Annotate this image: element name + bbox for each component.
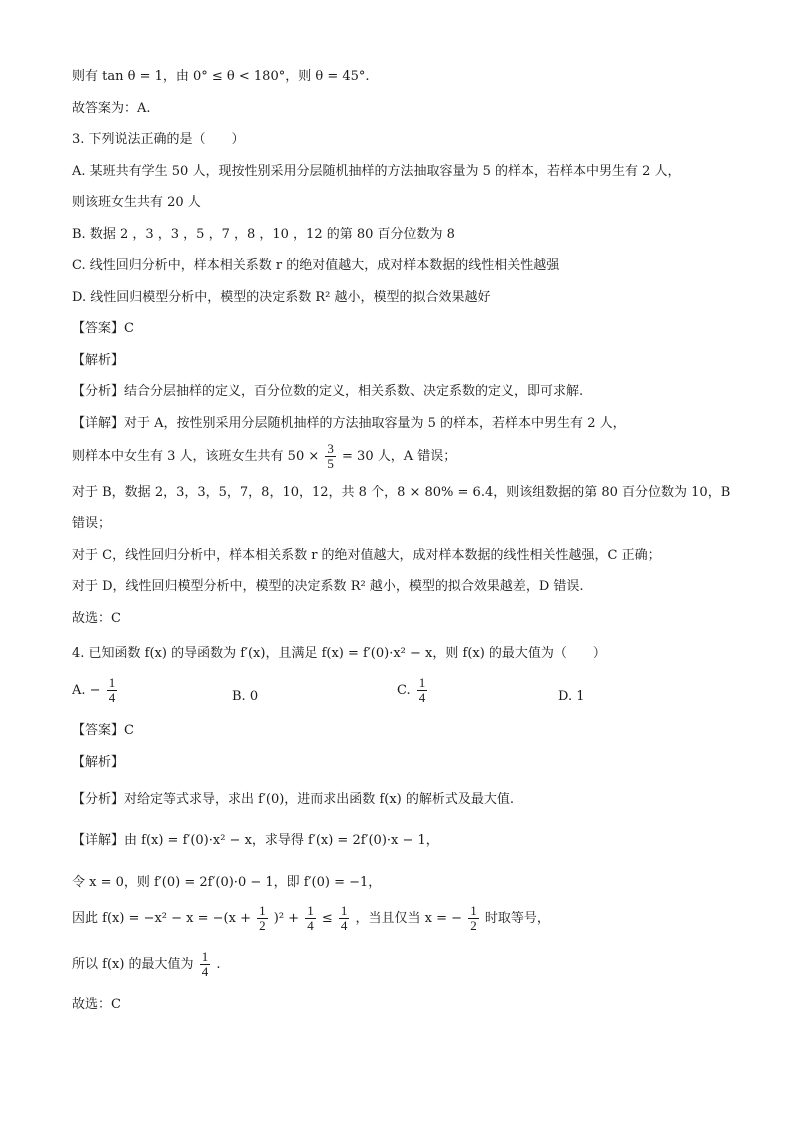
fraction: [325, 442, 336, 471]
analysis-summary: 【分析】对给定等式求导，求出 f′(0)，进而求出函数 f(x) 的解析式及最大值.: [72, 792, 514, 807]
text-segment: 因此 f(x) = −x² − x = −(x +: [72, 911, 251, 926]
denominator: 4: [340, 918, 348, 933]
text-segment: ≤: [321, 911, 333, 926]
text-segment: 则样本中女生有 3 人，该班女生共有 50 ×: [72, 449, 320, 464]
analysis-label: 【解析】: [72, 755, 125, 770]
denominator: 4: [108, 690, 116, 705]
option-label: A. −: [72, 683, 101, 698]
option-c: [397, 676, 429, 705]
detail-line-with-fraction: [72, 950, 220, 979]
analysis-label: 【解析】: [72, 353, 125, 368]
option-a: [72, 676, 119, 705]
detail-line: 【详解】对于 A，按性别采用分层随机抽样的方法抽取容量为 5 的样本，若样本中男生有 2 人，: [72, 416, 626, 431]
option-b: B. 0: [232, 689, 259, 704]
detail-line: 令 x = 0，则 f′(0) = 2f′(0)·0 − 1，即 f′(0) = −1，: [72, 875, 382, 890]
choice-conclusion: 故选：C: [72, 611, 121, 626]
text-segment: 时取等号，: [484, 911, 550, 926]
question-3-option-b: B. 数据 2 ，3 ，3 ，5 ，7 ，8 ，10 ，12 的第 80 百分位数为 8: [72, 227, 455, 242]
question-3-option-c: C. 线性回归分析中，样本相关系数 r 的绝对值越大，成对样本数据的线性相关性越强: [72, 258, 560, 273]
choice-conclusion: 故选：C: [72, 997, 121, 1012]
numerator: 1: [470, 903, 477, 918]
denominator: 4: [418, 690, 426, 705]
numerator: 1: [418, 675, 426, 690]
denominator: 4: [201, 964, 209, 979]
numerator: 1: [108, 675, 116, 690]
question-4-stem: 4. 已知函数 f(x) 的导函数为 f′(x)，且满足 f(x) = f′(0)·x² − x，则 f(x) 的最大值为（ ）: [72, 646, 606, 661]
numerator: 1: [259, 903, 266, 918]
detail-line: 错误；: [72, 516, 112, 531]
fraction: [468, 904, 479, 933]
numerator: 1: [201, 949, 209, 964]
detail-line: 【详解】由 f(x) = f′(0)·x² − x，求导得 f′(x) = 2f′(0)·x − 1，: [72, 833, 439, 848]
answer-label: 【答案】C: [72, 321, 134, 336]
option-d: D. 1: [558, 689, 585, 704]
fraction: [200, 950, 211, 979]
question-3-option-a: A. 某班共有学生 50 人，现按性别采用分层随机抽样的方法抽取容量为 5 的样本，若样本中男生有 2 人，: [72, 164, 681, 179]
analysis-summary: 【分析】结合分层抽样的定义，百分位数的定义，相关系数、决定系数的定义，即可求解.: [72, 384, 584, 399]
detail-line: 对于 B，数据 2，3，3，5，7，8，10，12，共 8 个，8 × 80% = 6.4，则该组数据的第 80 百分位数为 10，B: [72, 485, 731, 500]
fraction: [305, 904, 316, 933]
answer-conclusion: 故答案为：A.: [72, 101, 151, 116]
detail-line: 对于 C，线性回归分析中，样本相关系数 r 的绝对值越大，成对样本数据的线性相关性越强，C 正确；: [72, 548, 661, 563]
detail-line: 对于 D，线性回归模型分析中，模型的决定系数 R² 越小，模型的拟合效果越差，D 错误.: [72, 579, 584, 594]
denominator: 2: [470, 918, 477, 933]
detail-line-with-fraction: [72, 442, 456, 471]
question-3-stem: 3. 下列说法正确的是（ ）: [72, 132, 245, 147]
numerator: 1: [340, 903, 348, 918]
fraction: [107, 676, 118, 705]
fraction: [257, 904, 268, 933]
detail-line-with-fraction: [72, 904, 550, 933]
text-segment: )² +: [273, 911, 300, 926]
text-segment: = 30 人，A 错误；: [342, 449, 457, 464]
question-3-option-d: D. 线性回归模型分析中，模型的决定系数 R² 越小，模型的拟合效果越好: [72, 290, 491, 305]
question-3-option-a-cont: 则该班女生共有 20 人: [72, 195, 201, 210]
option-label: C.: [397, 683, 411, 698]
text-line: 则有 tan θ = 1，由 0° ≤ θ < 180°，则 θ = 45°.: [72, 69, 370, 84]
numerator: 3: [327, 441, 334, 456]
fraction: [417, 676, 428, 705]
question-4-options: [72, 676, 722, 716]
denominator: 4: [307, 918, 314, 933]
numerator: 1: [307, 903, 314, 918]
text-segment: 所以 f(x) 的最大值为: [72, 957, 194, 972]
text-segment: ，当且仅当 x = −: [355, 911, 463, 926]
fraction: [339, 904, 350, 933]
answer-label: 【答案】C: [72, 723, 134, 738]
text-segment: .: [216, 957, 221, 972]
denominator: 5: [327, 456, 334, 471]
denominator: 2: [259, 918, 266, 933]
